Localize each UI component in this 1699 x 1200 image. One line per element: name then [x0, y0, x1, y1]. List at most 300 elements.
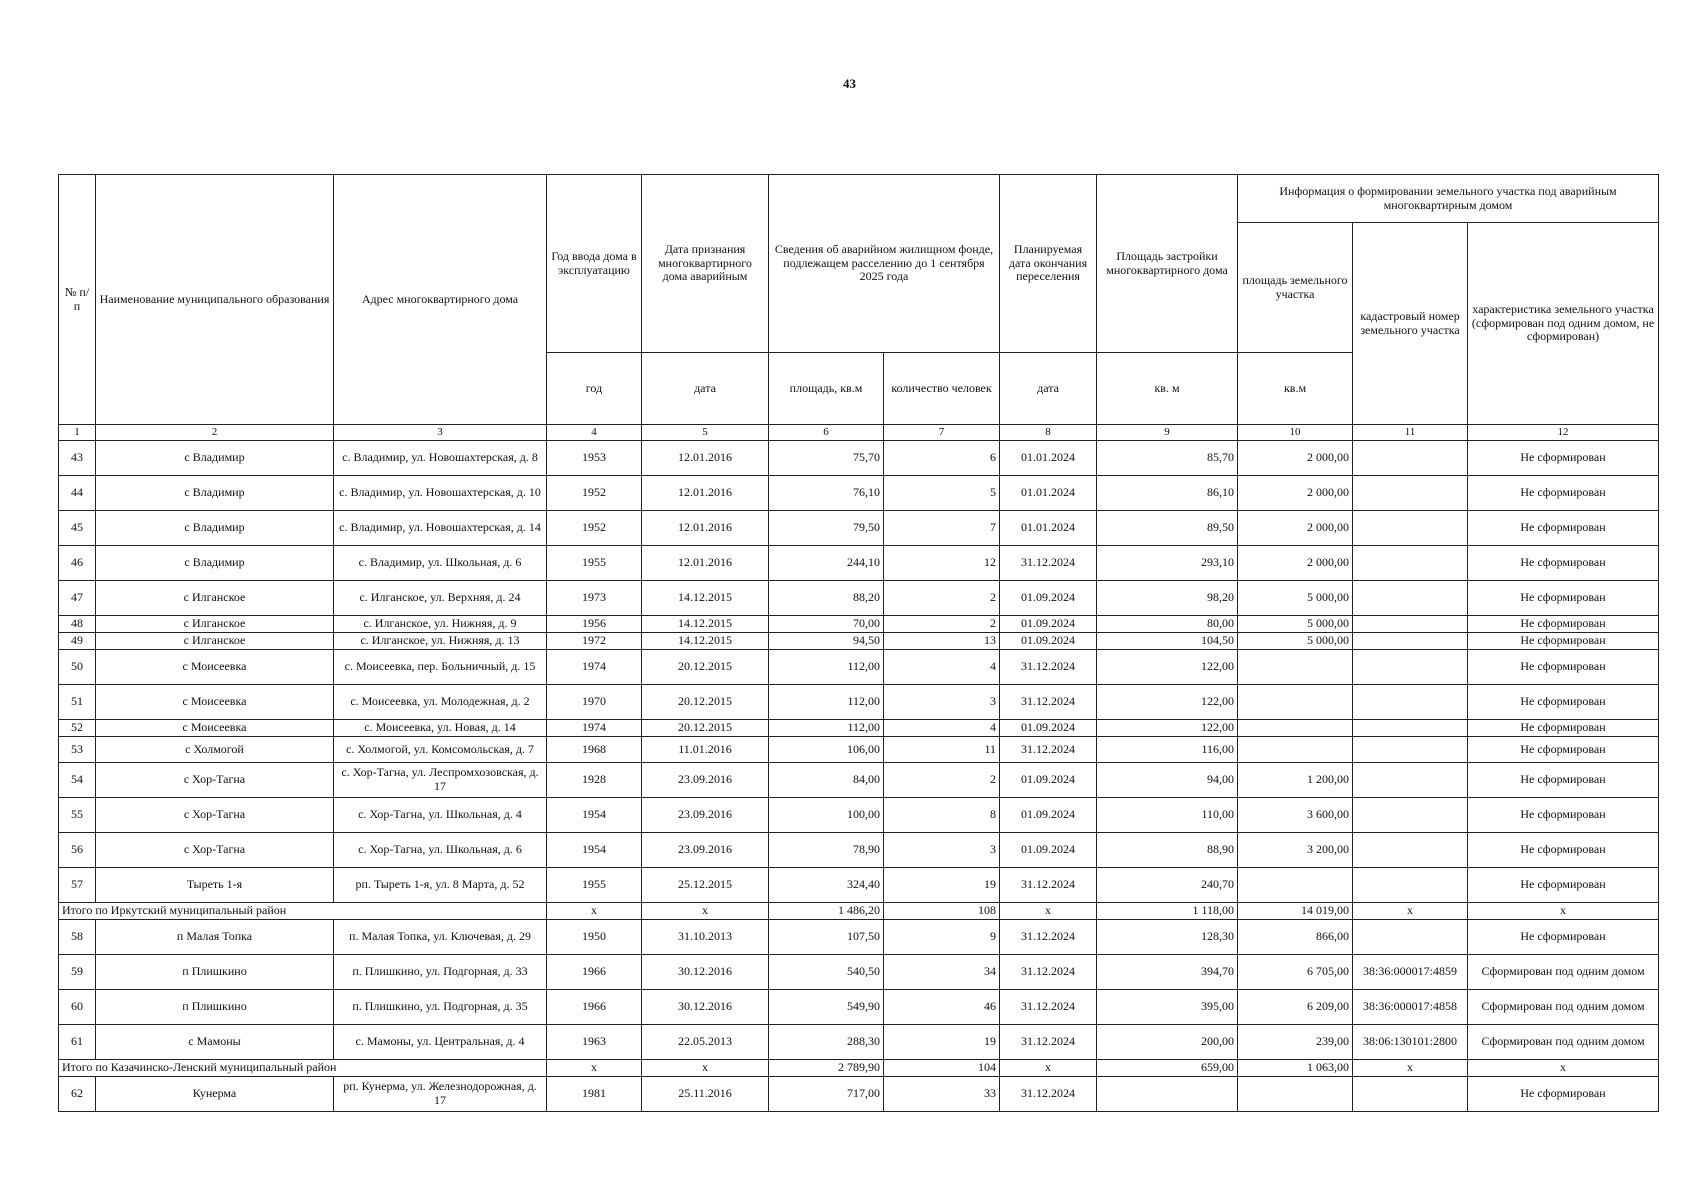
planned-date-cell: 01.09.2024: [1000, 763, 1097, 798]
table-row: [59, 581, 1659, 616]
year-cell: 1952: [547, 476, 642, 511]
municipality-cell: с Мамоны: [96, 1025, 334, 1060]
table-row: [59, 763, 1659, 798]
row-number: 60: [59, 990, 96, 1025]
cadastral-cell: [1353, 476, 1468, 511]
municipality-cell: с Моисеевка: [96, 650, 334, 685]
municipality-cell: с Илганское: [96, 633, 334, 650]
area-cell: 107,50: [769, 920, 884, 955]
land-status-cell: Не сформирован: [1468, 650, 1659, 685]
planned-date-cell: 31.12.2024: [1000, 1025, 1097, 1060]
column-number: 2: [96, 425, 334, 441]
recognition-date-cell: 31.10.2013: [642, 920, 769, 955]
total-status-cell: x: [1468, 903, 1659, 920]
land-area-cell: 2 000,00: [1238, 476, 1353, 511]
building-area-cell: 395,00: [1097, 990, 1238, 1025]
recognition-date-cell: 14.12.2015: [642, 581, 769, 616]
address-cell: с. Владимир, ул. Новошахтерская, д. 10: [334, 476, 547, 511]
people-cell: 46: [884, 990, 1000, 1025]
table-row: [59, 990, 1659, 1025]
area-cell: 94,50: [769, 633, 884, 650]
year-cell: 1928: [547, 763, 642, 798]
land-area-cell: [1238, 685, 1353, 720]
planned-date-cell: 31.12.2024: [1000, 920, 1097, 955]
planned-date-cell: 31.12.2024: [1000, 955, 1097, 990]
planned-date-cell: 01.09.2024: [1000, 833, 1097, 868]
address-cell: п. Малая Топка, ул. Ключевая, д. 29: [334, 920, 547, 955]
planned-date-cell: 01.09.2024: [1000, 616, 1097, 633]
area-cell: 540,50: [769, 955, 884, 990]
municipality-cell: с Владимир: [96, 476, 334, 511]
cadastral-cell: [1353, 720, 1468, 737]
row-number: 43: [59, 441, 96, 476]
land-area-cell: 6 705,00: [1238, 955, 1353, 990]
land-status-cell: Сформирован под одним домом: [1468, 990, 1659, 1025]
municipality-cell: с Холмогой: [96, 737, 334, 763]
area-cell: 288,30: [769, 1025, 884, 1060]
table-row: [59, 920, 1659, 955]
table-row: [59, 511, 1659, 546]
unit-people: количество человек: [884, 353, 1000, 425]
year-cell: 1956: [547, 616, 642, 633]
planned-date-cell: 31.12.2024: [1000, 737, 1097, 763]
municipality-cell: п Малая Топка: [96, 920, 334, 955]
land-status-cell: Сформирован под одним домом: [1468, 1025, 1659, 1060]
recognition-date-cell: 12.01.2016: [642, 511, 769, 546]
row-number: 49: [59, 633, 96, 650]
cadastral-cell: 38:36:000017:4858: [1353, 990, 1468, 1025]
unit-land-area: кв.м: [1238, 353, 1353, 425]
land-area-cell: 6 209,00: [1238, 990, 1353, 1025]
column-number: 4: [547, 425, 642, 441]
recognition-date-cell: 25.12.2015: [642, 868, 769, 903]
row-number: 61: [59, 1025, 96, 1060]
land-status-cell: Не сформирован: [1468, 476, 1659, 511]
year-cell: 1963: [547, 1025, 642, 1060]
people-cell: 9: [884, 920, 1000, 955]
planned-date-cell: 31.12.2024: [1000, 546, 1097, 581]
planned-date-cell: 01.09.2024: [1000, 633, 1097, 650]
address-cell: с. Илганское, ул. Нижняя, д. 9: [334, 616, 547, 633]
area-cell: 88,20: [769, 581, 884, 616]
address-cell: с. Илганское, ул. Нижняя, д. 13: [334, 633, 547, 650]
recognition-date-cell: 23.09.2016: [642, 763, 769, 798]
year-cell: 1973: [547, 581, 642, 616]
recognition-date-cell: 23.09.2016: [642, 798, 769, 833]
total-area-cell: 2 789,90: [769, 1060, 884, 1077]
header-col-municipality: Наименование муниципального образования: [96, 175, 334, 425]
table-row: [59, 833, 1659, 868]
land-area-cell: [1238, 868, 1353, 903]
people-cell: 19: [884, 1025, 1000, 1060]
building-area-cell: 394,70: [1097, 955, 1238, 990]
land-status-cell: Не сформирован: [1468, 720, 1659, 737]
cadastral-cell: [1353, 685, 1468, 720]
year-cell: 1955: [547, 868, 642, 903]
land-status-cell: Не сформирован: [1468, 798, 1659, 833]
table-row: [59, 798, 1659, 833]
address-cell: рп. Кунерма, ул. Железнодорожная, д. 17: [334, 1077, 547, 1112]
people-cell: 6: [884, 441, 1000, 476]
planned-date-cell: 31.12.2024: [1000, 685, 1097, 720]
header-col-address: Адрес многоквартирного дома: [334, 175, 547, 425]
total-date-cell: x: [642, 903, 769, 920]
area-cell: 100,00: [769, 798, 884, 833]
building-area-cell: 240,70: [1097, 868, 1238, 903]
total-build-cell: 659,00: [1097, 1060, 1238, 1077]
address-cell: с. Моисеевка, ул. Молодежная, д. 2: [334, 685, 547, 720]
building-area-cell: 85,70: [1097, 441, 1238, 476]
row-number: 54: [59, 763, 96, 798]
municipality-cell: с Илганское: [96, 581, 334, 616]
page-number: 43: [843, 76, 856, 91]
building-area-cell: 122,00: [1097, 685, 1238, 720]
row-number: 55: [59, 798, 96, 833]
area-cell: 106,00: [769, 737, 884, 763]
row-number: 56: [59, 833, 96, 868]
people-cell: 7: [884, 511, 1000, 546]
area-cell: 112,00: [769, 720, 884, 737]
recognition-date-cell: 30.12.2016: [642, 990, 769, 1025]
planned-date-cell: 01.09.2024: [1000, 798, 1097, 833]
column-numbers-row: [59, 425, 1659, 441]
land-area-cell: 866,00: [1238, 920, 1353, 955]
municipality-cell: с Хор-Тагна: [96, 833, 334, 868]
header-col-cadastral: кадастровый номер земельного участка: [1353, 223, 1468, 425]
land-area-cell: 3 600,00: [1238, 798, 1353, 833]
column-number: 6: [769, 425, 884, 441]
people-cell: 8: [884, 798, 1000, 833]
total-label: Итого по Иркутский муниципальный район: [59, 903, 547, 920]
unit-build-area: кв. м: [1097, 353, 1238, 425]
building-area-cell: 80,00: [1097, 616, 1238, 633]
municipality-cell: с Моисеевка: [96, 685, 334, 720]
header-col-planned-date: Планируемая дата окончания переселения: [1000, 175, 1097, 353]
header-group-land-plot: Информация о формировании земельного участка под аварийным многоквартирным домом: [1238, 175, 1659, 223]
land-area-cell: 5 000,00: [1238, 581, 1353, 616]
column-number: 12: [1468, 425, 1659, 441]
land-area-cell: [1238, 737, 1353, 763]
planned-date-cell: 31.12.2024: [1000, 650, 1097, 685]
header-col-land-status: характеристика земельного участка (сформирован под одним домом, не сформирован): [1468, 223, 1659, 425]
total-people-cell: 104: [884, 1060, 1000, 1077]
land-status-cell: Не сформирован: [1468, 868, 1659, 903]
recognition-date-cell: 14.12.2015: [642, 633, 769, 650]
recognition-date-cell: 14.12.2015: [642, 616, 769, 633]
people-cell: 3: [884, 833, 1000, 868]
people-cell: 2: [884, 581, 1000, 616]
cadastral-cell: [1353, 441, 1468, 476]
total-label: Итого по Казачинско-Ленский муниципальный район: [59, 1060, 547, 1077]
people-cell: 34: [884, 955, 1000, 990]
municipality-cell: с Владимир: [96, 441, 334, 476]
row-number: 47: [59, 581, 96, 616]
municipality-cell: с Хор-Тагна: [96, 763, 334, 798]
land-area-cell: 239,00: [1238, 1025, 1353, 1060]
planned-date-cell: 01.01.2024: [1000, 476, 1097, 511]
housing-register-table: [58, 174, 1659, 1112]
land-area-cell: 2 000,00: [1238, 546, 1353, 581]
recognition-date-cell: 12.01.2016: [642, 476, 769, 511]
building-area-cell: 98,20: [1097, 581, 1238, 616]
address-cell: с. Хор-Тагна, ул. Леспромхозовская, д. 17: [334, 763, 547, 798]
people-cell: 5: [884, 476, 1000, 511]
cadastral-cell: [1353, 581, 1468, 616]
row-number: 57: [59, 868, 96, 903]
land-status-cell: Не сформирован: [1468, 763, 1659, 798]
year-cell: 1981: [547, 1077, 642, 1112]
total-plan-cell: x: [1000, 903, 1097, 920]
people-cell: 4: [884, 720, 1000, 737]
total-status-cell: x: [1468, 1060, 1659, 1077]
row-number: 59: [59, 955, 96, 990]
year-cell: 1953: [547, 441, 642, 476]
cadastral-cell: [1353, 737, 1468, 763]
total-date-cell: x: [642, 1060, 769, 1077]
land-area-cell: 5 000,00: [1238, 616, 1353, 633]
land-status-cell: Не сформирован: [1468, 441, 1659, 476]
land-area-cell: [1238, 1077, 1353, 1112]
column-number: 11: [1353, 425, 1468, 441]
row-number: 58: [59, 920, 96, 955]
address-cell: с. Холмогой, ул. Комсомольская, д. 7: [334, 737, 547, 763]
year-cell: 1974: [547, 650, 642, 685]
land-status-cell: Не сформирован: [1468, 920, 1659, 955]
recognition-date-cell: 25.11.2016: [642, 1077, 769, 1112]
table-row: [59, 737, 1659, 763]
row-number: 44: [59, 476, 96, 511]
building-area-cell: 89,50: [1097, 511, 1238, 546]
building-area-cell: 88,90: [1097, 833, 1238, 868]
cadastral-cell: [1353, 616, 1468, 633]
building-area-cell: 293,10: [1097, 546, 1238, 581]
planned-date-cell: 31.12.2024: [1000, 1077, 1097, 1112]
address-cell: с. Мамоны, ул. Центральная, д. 4: [334, 1025, 547, 1060]
municipality-cell: с Владимир: [96, 511, 334, 546]
building-area-cell: 104,50: [1097, 633, 1238, 650]
column-number: 3: [334, 425, 547, 441]
cadastral-cell: [1353, 546, 1468, 581]
address-cell: с. Владимир, ул. Новошахтерская, д. 14: [334, 511, 547, 546]
recognition-date-cell: 23.09.2016: [642, 833, 769, 868]
area-cell: 549,90: [769, 990, 884, 1025]
table-row: [59, 546, 1659, 581]
recognition-date-cell: 11.01.2016: [642, 737, 769, 763]
address-cell: п. Плишкино, ул. Подгорная, д. 35: [334, 990, 547, 1025]
cadastral-cell: [1353, 920, 1468, 955]
planned-date-cell: 31.12.2024: [1000, 990, 1097, 1025]
building-area-cell: 122,00: [1097, 650, 1238, 685]
table-row: [59, 868, 1659, 903]
column-number: 8: [1000, 425, 1097, 441]
address-cell: с. Моисеевка, пер. Больничный, д. 15: [334, 650, 547, 685]
cadastral-cell: [1353, 763, 1468, 798]
row-number: 51: [59, 685, 96, 720]
unit-date: дата: [642, 353, 769, 425]
address-cell: с. Илганское, ул. Верхняя, д. 24: [334, 581, 547, 616]
total-people-cell: 108: [884, 903, 1000, 920]
cadastral-cell: [1353, 1077, 1468, 1112]
year-cell: 1955: [547, 546, 642, 581]
area-cell: 75,70: [769, 441, 884, 476]
table-header: [59, 175, 1659, 441]
column-number: 1: [59, 425, 96, 441]
cadastral-cell: [1353, 868, 1468, 903]
table-row: [59, 720, 1659, 737]
row-number: 48: [59, 616, 96, 633]
cadastral-cell: [1353, 833, 1468, 868]
address-cell: рп. Тыреть 1-я, ул. 8 Марта, д. 52: [334, 868, 547, 903]
header-col-emergency-fund: Сведения об аварийном жилищном фонде, подлежащем расселению до 1 сентября 2025 года: [769, 175, 1000, 353]
total-build-cell: 1 118,00: [1097, 903, 1238, 920]
land-status-cell: Сформирован под одним домом: [1468, 955, 1659, 990]
table-row: [59, 441, 1659, 476]
total-cad-cell: x: [1353, 903, 1468, 920]
cadastral-cell: [1353, 511, 1468, 546]
table-row: [59, 1077, 1659, 1112]
unit-area: площадь, кв.м: [769, 353, 884, 425]
area-cell: 112,00: [769, 685, 884, 720]
column-number: 7: [884, 425, 1000, 441]
area-cell: 78,90: [769, 833, 884, 868]
area-cell: 324,40: [769, 868, 884, 903]
address-cell: с. Хор-Тагна, ул. Школьная, д. 6: [334, 833, 547, 868]
cadastral-cell: 38:36:000017:4859: [1353, 955, 1468, 990]
people-cell: 2: [884, 616, 1000, 633]
year-cell: 1966: [547, 955, 642, 990]
row-number: 45: [59, 511, 96, 546]
table-row: [59, 616, 1659, 633]
year-cell: 1952: [547, 511, 642, 546]
year-cell: 1970: [547, 685, 642, 720]
municipality-cell: с Моисеевка: [96, 720, 334, 737]
unit-year: год: [547, 353, 642, 425]
total-land-cell: 14 019,00: [1238, 903, 1353, 920]
row-number: 52: [59, 720, 96, 737]
year-cell: 1954: [547, 833, 642, 868]
planned-date-cell: 01.09.2024: [1000, 581, 1097, 616]
table-body: [59, 441, 1659, 1112]
year-cell: 1972: [547, 633, 642, 650]
address-cell: с. Владимир, ул. Школьная, д. 6: [334, 546, 547, 581]
column-number: 9: [1097, 425, 1238, 441]
cadastral-cell: [1353, 650, 1468, 685]
people-cell: 12: [884, 546, 1000, 581]
land-status-cell: Не сформирован: [1468, 616, 1659, 633]
total-area-cell: 1 486,20: [769, 903, 884, 920]
table-row: [59, 650, 1659, 685]
land-status-cell: Не сформирован: [1468, 833, 1659, 868]
land-status-cell: Не сформирован: [1468, 1077, 1659, 1112]
planned-date-cell: 01.01.2024: [1000, 441, 1097, 476]
municipality-cell: Кунерма: [96, 1077, 334, 1112]
land-area-cell: 5 000,00: [1238, 633, 1353, 650]
land-area-cell: [1238, 720, 1353, 737]
table-row: [59, 476, 1659, 511]
building-area-cell: 200,00: [1097, 1025, 1238, 1060]
building-area-cell: [1097, 1077, 1238, 1112]
building-area-cell: 122,00: [1097, 720, 1238, 737]
municipality-cell: с Владимир: [96, 546, 334, 581]
area-cell: 84,00: [769, 763, 884, 798]
land-status-cell: Не сформирован: [1468, 737, 1659, 763]
land-status-cell: Не сформирован: [1468, 546, 1659, 581]
column-number: 10: [1238, 425, 1353, 441]
row-number: 46: [59, 546, 96, 581]
table-row: [59, 685, 1659, 720]
area-cell: 76,10: [769, 476, 884, 511]
land-status-cell: Не сформирован: [1468, 633, 1659, 650]
people-cell: 33: [884, 1077, 1000, 1112]
recognition-date-cell: 12.01.2016: [642, 546, 769, 581]
cadastral-cell: [1353, 798, 1468, 833]
planned-date-cell: 01.09.2024: [1000, 720, 1097, 737]
address-cell: с. Моисеевка, ул. Новая, д. 14: [334, 720, 547, 737]
recognition-date-cell: 12.01.2016: [642, 441, 769, 476]
area-cell: 79,50: [769, 511, 884, 546]
planned-date-cell: 31.12.2024: [1000, 868, 1097, 903]
total-plan-cell: x: [1000, 1060, 1097, 1077]
people-cell: 19: [884, 868, 1000, 903]
area-cell: 717,00: [769, 1077, 884, 1112]
year-cell: 1968: [547, 737, 642, 763]
year-cell: 1966: [547, 990, 642, 1025]
header-col-land-area: площадь земельного участка: [1238, 223, 1353, 353]
municipality-cell: с Илганское: [96, 616, 334, 633]
total-row: [59, 903, 1659, 920]
cadastral-cell: [1353, 633, 1468, 650]
people-cell: 11: [884, 737, 1000, 763]
land-status-cell: Не сформирован: [1468, 511, 1659, 546]
municipality-cell: п Плишкино: [96, 955, 334, 990]
municipality-cell: с Хор-Тагна: [96, 798, 334, 833]
building-area-cell: 86,10: [1097, 476, 1238, 511]
building-area-cell: 110,00: [1097, 798, 1238, 833]
land-area-cell: [1238, 650, 1353, 685]
table-row: [59, 955, 1659, 990]
land-area-cell: 2 000,00: [1238, 511, 1353, 546]
total-year-cell: x: [547, 903, 642, 920]
row-number: 53: [59, 737, 96, 763]
total-land-cell: 1 063,00: [1238, 1060, 1353, 1077]
municipality-cell: п Плишкино: [96, 990, 334, 1025]
people-cell: 2: [884, 763, 1000, 798]
row-number: 62: [59, 1077, 96, 1112]
table-row: [59, 1025, 1659, 1060]
header-col-number: № п/п: [59, 175, 96, 425]
land-status-cell: Не сформирован: [1468, 685, 1659, 720]
total-row: [59, 1060, 1659, 1077]
recognition-date-cell: 22.05.2013: [642, 1025, 769, 1060]
table-row: [59, 633, 1659, 650]
municipality-cell: Тыреть 1-я: [96, 868, 334, 903]
people-cell: 13: [884, 633, 1000, 650]
recognition-date-cell: 20.12.2015: [642, 720, 769, 737]
address-cell: с. Хор-Тагна, ул. Школьная, д. 4: [334, 798, 547, 833]
total-year-cell: x: [547, 1060, 642, 1077]
header-col-building-area: Площадь застройки многоквартирного дома: [1097, 175, 1238, 353]
year-cell: 1954: [547, 798, 642, 833]
area-cell: 244,10: [769, 546, 884, 581]
planned-date-cell: 01.01.2024: [1000, 511, 1097, 546]
recognition-date-cell: 20.12.2015: [642, 650, 769, 685]
land-area-cell: 2 000,00: [1238, 441, 1353, 476]
building-area-cell: 116,00: [1097, 737, 1238, 763]
year-cell: 1974: [547, 720, 642, 737]
address-cell: с. Владимир, ул. Новошахтерская, д. 8: [334, 441, 547, 476]
recognition-date-cell: 30.12.2016: [642, 955, 769, 990]
header-col-year: Год ввода дома в эксплуатацию: [547, 175, 642, 353]
